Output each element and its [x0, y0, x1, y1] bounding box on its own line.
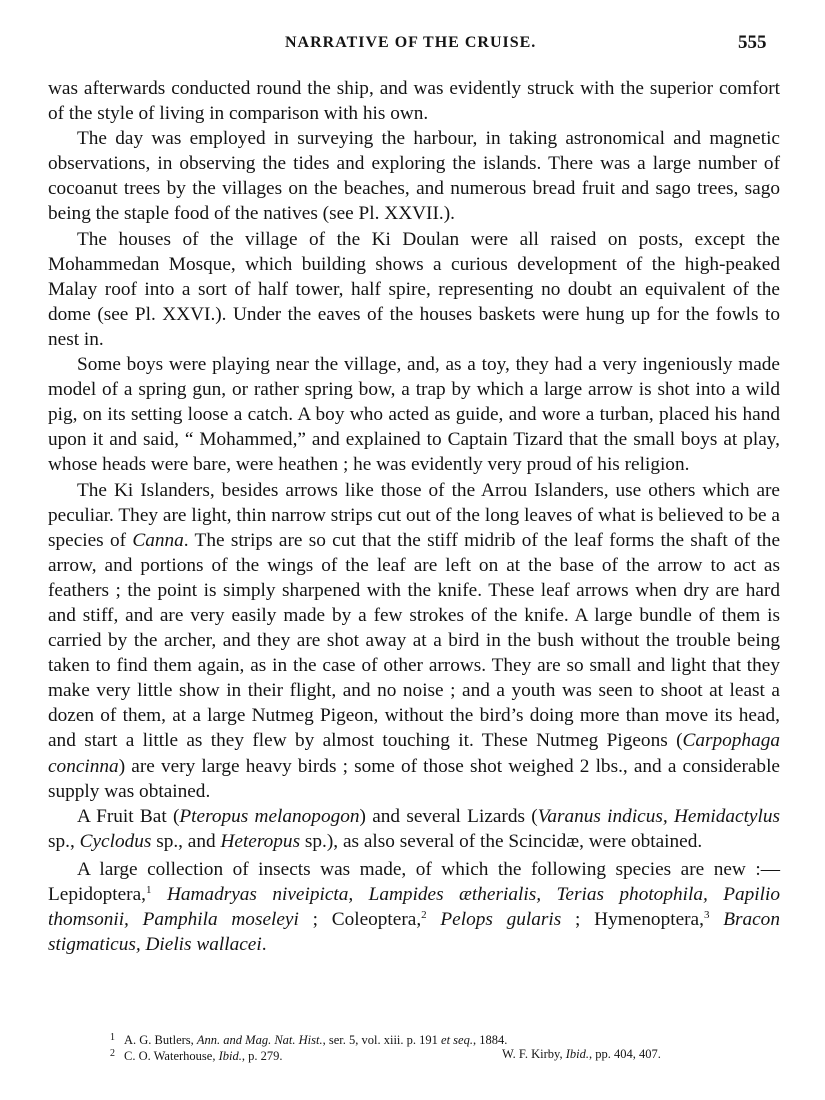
footnotes	[110, 1030, 710, 1062]
text-run: The Ki Islanders, besides arrows like those of the Arrou Islanders, use others which are peculiar. They are light, thin narrow strips cut out of the long leaves of what is believed to be a species of	[48, 479, 780, 551]
footnote-ref[interactable]: 2	[421, 909, 427, 922]
paragraph-fruit-bat-lizards	[48, 804, 780, 854]
text-run: .	[261, 934, 267, 956]
text-run: W. F. Kirby,	[502, 1047, 566, 1061]
text-run: , ser. 5, vol. xiii. p. 191	[322, 1033, 442, 1047]
text-run: ) are very large heavy birds ; some of those shot weighed 2 lbs., and a considerable supply was obtained.	[48, 755, 780, 802]
footnote-ref[interactable]: 1	[145, 884, 152, 896]
text-run: ; Coleoptera,	[298, 909, 422, 931]
text-run: sp., and	[151, 830, 221, 852]
text-run: C. O. Waterhouse,	[124, 1049, 219, 1063]
footnote-1	[110, 1030, 710, 1046]
paragraph-continuation: was afterwards conducted round the ship, and was evidently struck with the superior comfort of the style of living in comparison with his own.	[48, 78, 780, 125]
body-text	[48, 76, 780, 957]
running-title: NARRATIVE OF THE CRUISE.	[285, 34, 537, 51]
text-run: ) and several Lizards (	[359, 805, 538, 827]
text-run	[709, 909, 723, 930]
species-name: Canna	[132, 529, 184, 551]
paragraph-harbour-survey: The day was employed in surveying the harbour, in taking astronomical and magnetic observations, in observing the tides and exploring the islands. There was a large number of cocoanut trees by the villages on the beaches, and numerous bread fruit and sago trees, sago being the staple food of the natives (see Pl. XXVII.).	[48, 128, 780, 225]
text-run: , pp. 404, 407.	[588, 1047, 661, 1061]
text-run: ; Hymenoptera,	[561, 909, 704, 931]
footnote-mark: 2	[110, 1048, 115, 1059]
text-run: , p. 279.	[241, 1049, 283, 1063]
species-name: Pelops gularis	[440, 909, 562, 931]
text-run: A. G. Butlers,	[124, 1033, 197, 1047]
species-name: Cyclodus	[79, 830, 152, 852]
journal-title: Ibid.	[565, 1047, 589, 1061]
text-run: et seq.	[441, 1033, 473, 1047]
text-run: . The strips are so cut that the stiff midrib of the leaf forms the shaft of the arrow, and portions of the wings of the leaf are left on at the base of the arrow to act as feathers ; the point is simply sharpened with the knife. These leaf arrows when dry are hard and stiff, and are very easily made by a few strokes of the knife. A large bundle of them is carried by the archer, and they are shot away at a bird in the bush without the trouble being taken to find them again, as in the case of other arrows. They are so small and light that they make very little show in their flight, and no noise ; and a youth was seen to shoot at least a dozen of them, at a large Nutmeg Pigeon, without the bird’s doing more than move its head, and start a little as they flew by almost touching it. These Nutmeg Pigeons (	[48, 529, 780, 752]
species-name: Varanus indicus, Hemidactylus	[537, 805, 780, 827]
journal-title: Ann. and Mag. Nat. Hist.	[196, 1033, 323, 1047]
footnote-2-3	[110, 1046, 710, 1062]
species-name: Carpophaga concinna	[48, 730, 780, 777]
paragraph-spring-bow: Some boys were playing near the village, and, as a toy, they had a very ingeniously made model of a spring gun, or rather spring bow, a trap by which a large arrow is shot into a wild pig, on its setting loose a catch. A boy who acted as guide, and wore a turban, placed his hand upon it and said, “ Mohammed,” and explained to Captain Tizard that the small boys at play, whose heads were bare, were heathen ; he was evidently very proud of his religion.	[48, 354, 780, 476]
species-name: Bracon stigmaticus, Dielis wallacei	[48, 909, 780, 956]
paragraph-insects	[48, 857, 780, 957]
text-run: A Fruit Bat (	[77, 805, 180, 827]
species-name: Heteropus	[220, 830, 301, 852]
species-name: Hamadryas niveipicta, Lampides ætherialis, Terias photophila, Papilio thomsonii, Pamphila moseleyi	[48, 884, 780, 931]
footnote-ref[interactable]: 3	[703, 909, 710, 922]
page-number: 555	[738, 32, 767, 53]
journal-title: Ibid.	[218, 1049, 242, 1063]
footnote-3	[502, 1046, 661, 1062]
text-run: sp.), as also several of the Scincidæ, were obtained.	[300, 830, 703, 852]
text-run	[427, 909, 441, 930]
text-run	[151, 884, 166, 905]
text-run: sp.,	[48, 830, 80, 852]
paragraph-leaf-arrows	[48, 478, 780, 804]
species-name: Pteropus melanopogon	[179, 805, 360, 827]
footnote-mark: 1	[110, 1032, 115, 1043]
paragraph-village-houses: The houses of the village of the Ki Doulan were all raised on posts, except the Mohammedan Mosque, which building shows a curious development of the high-peaked Malay roof into a sort of half tower, half spire, representing no doubt an equivalent of the dome (see Pl. XXVI.). Under the eaves of the houses baskets were hung up for the fowls to nest in.	[48, 228, 780, 350]
text-run: , 1884.	[472, 1033, 508, 1047]
page-header	[0, 26, 825, 56]
text-run: A large collection of insects was made, of which the following species are new :— Lepidoptera,	[48, 858, 780, 905]
